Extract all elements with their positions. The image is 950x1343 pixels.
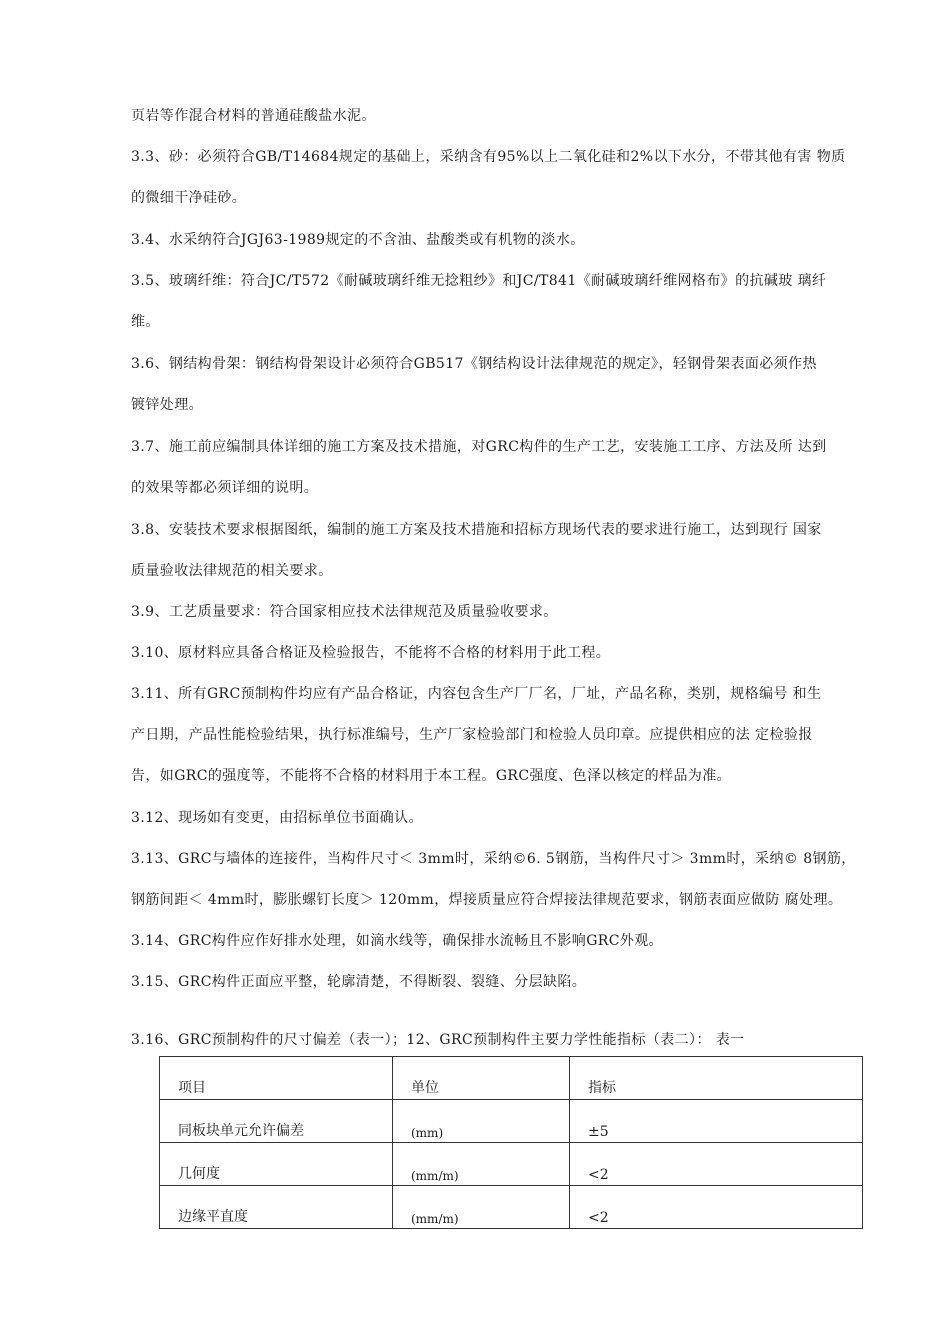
text-line: 3.6、钢结构骨架：钢结构骨架设计必须符合GB517《钢结构设计法律规范的规定》，轻钢骨架表面必须作热 <box>131 356 817 372</box>
text-line: 3.9、工艺质量要求：符合国家相应技术法律规范及质量验收要求。 <box>131 604 558 620</box>
table-cell: (mm) <box>393 1100 570 1143</box>
text-line: 3.7、施工前应编制具体详细的施工方案及技术措施，对GRC构件的生产工艺，安装施工工序、方法及所 达到 <box>131 439 827 455</box>
paragraph-3-4-water <box>131 220 901 261</box>
table-caption: 3.16、GRC预制构件的尺寸偏差（表一）；12、GRC预制构件主要力学性能指标（表二）： 表一 <box>131 1032 745 1048</box>
paragraph-3-12-changes <box>131 798 901 839</box>
table-cell: ±5 <box>570 1100 863 1143</box>
dimension-deviation-table <box>159 1056 863 1229</box>
table-cell: (mm/m) <box>393 1186 570 1229</box>
paragraph-3-14-drainage <box>131 921 901 962</box>
text-line: 3.11、所有GRC预制构件均应有产品合格证，内容包含生产厂厂名，厂址，产品名称，类别，规格编号 和生 <box>131 686 822 702</box>
text-line: 维。 <box>131 314 160 330</box>
text-line: 3.13、GRC与墙体的连接件，当构件尺寸＜ 3mm时，采纳©6. 5钢筋，当构件尺寸＞ 3mm时，采纳© 8钢筋， <box>131 851 856 867</box>
text-line: 3.4、水采纳符合JGJ63-1989规定的不含油、盐酸类或有机物的淡水。 <box>131 232 585 248</box>
text-line: 告，如GRC的强度等，不能将不合格的材料用于本工程。GRC强度、色泽以核定的样品为准。 <box>131 768 732 784</box>
table-row <box>160 1143 863 1186</box>
text-line: 3.14、GRC构件应作好排水处理，如滴水线等，确保排水流畅且不影响GRC外观。 <box>131 933 664 949</box>
table-header-cell: 单位 <box>393 1057 570 1100</box>
paragraph-3-7-construction-plan <box>131 427 901 509</box>
table-cell: <2 <box>570 1143 863 1186</box>
paragraph-3-5-glass-fiber <box>131 261 901 343</box>
text-line: 钢筋间距＜ 4mm时，膨胀螺钉长度＞ 120mm，焊接质量应符合焊接法律规范要求，钢筋表面应做防 腐处理。 <box>131 892 843 908</box>
table-cell: (mm/m) <box>393 1143 570 1186</box>
paragraph-3-3-sand <box>131 137 901 219</box>
table-row <box>160 1186 863 1229</box>
paragraph-3-10-raw-materials <box>131 633 901 674</box>
text-line: 3.15、GRC构件正面应平整，轮廓清楚，不得断裂、裂缝、分层缺陷。 <box>131 974 587 990</box>
text-line: 3.10、原材料应具备合格证及检验报告，不能将不合格的材料用于此工程。 <box>131 645 611 661</box>
paragraph-3-9-quality <box>131 592 901 633</box>
text-line: 3.3、砂：必须符合GB/T14684规定的基础上，采纳含有95%以上二氧化硅和2%以下水分，不带其他有害 物质 <box>131 149 846 165</box>
paragraph-cement-materials <box>131 96 901 137</box>
table-header-cell: 指标 <box>570 1057 863 1100</box>
text-line: 质量验收法律规范的相关要求。 <box>131 563 333 579</box>
table-cell: 边缘平直度 <box>160 1186 393 1229</box>
table-header-cell: 项目 <box>160 1057 393 1100</box>
text-line: 3.5、玻璃纤维：符合JC/T572《耐碱玻璃纤维无捻粗纱》和JC/T841《耐碱玻璃纤维网格布》的抗碱玻 璃纤 <box>131 273 827 289</box>
text-line: 的效果等都必须详细的说明。 <box>131 480 319 496</box>
paragraph-3-6-steel-frame <box>131 344 901 426</box>
table-cell: 同板块单元允许偏差 <box>160 1100 393 1143</box>
paragraph-3-11-certificates <box>131 674 901 797</box>
table-row <box>160 1100 863 1143</box>
paragraph-3-13-connectors <box>131 839 901 921</box>
text-line: 的微细干净硅砂。 <box>131 190 247 206</box>
text-line: 产日期，产品性能检验结果，执行标准编号，生产厂家检验部门和检验人员印章。应提供相应的法 定检验报 <box>131 727 813 743</box>
text-line: 镀锌处理。 <box>131 397 203 413</box>
paragraph-3-8-installation <box>131 510 901 592</box>
text-line: 页岩等作混合材料的普通硅酸盐水泥。 <box>131 108 376 124</box>
table-header-row <box>160 1057 863 1100</box>
text-line: 3.12、现场如有变更，由招标单位书面确认。 <box>131 810 423 826</box>
text-line: 3.8、安装技术要求根据图纸，编制的施工方案及技术措施和招标方现场代表的要求进行施工，达到现行 国家 <box>131 522 822 538</box>
table-cell: <2 <box>570 1186 863 1229</box>
table-cell: 几何度 <box>160 1143 393 1186</box>
paragraph-3-15-surface <box>131 962 901 1003</box>
